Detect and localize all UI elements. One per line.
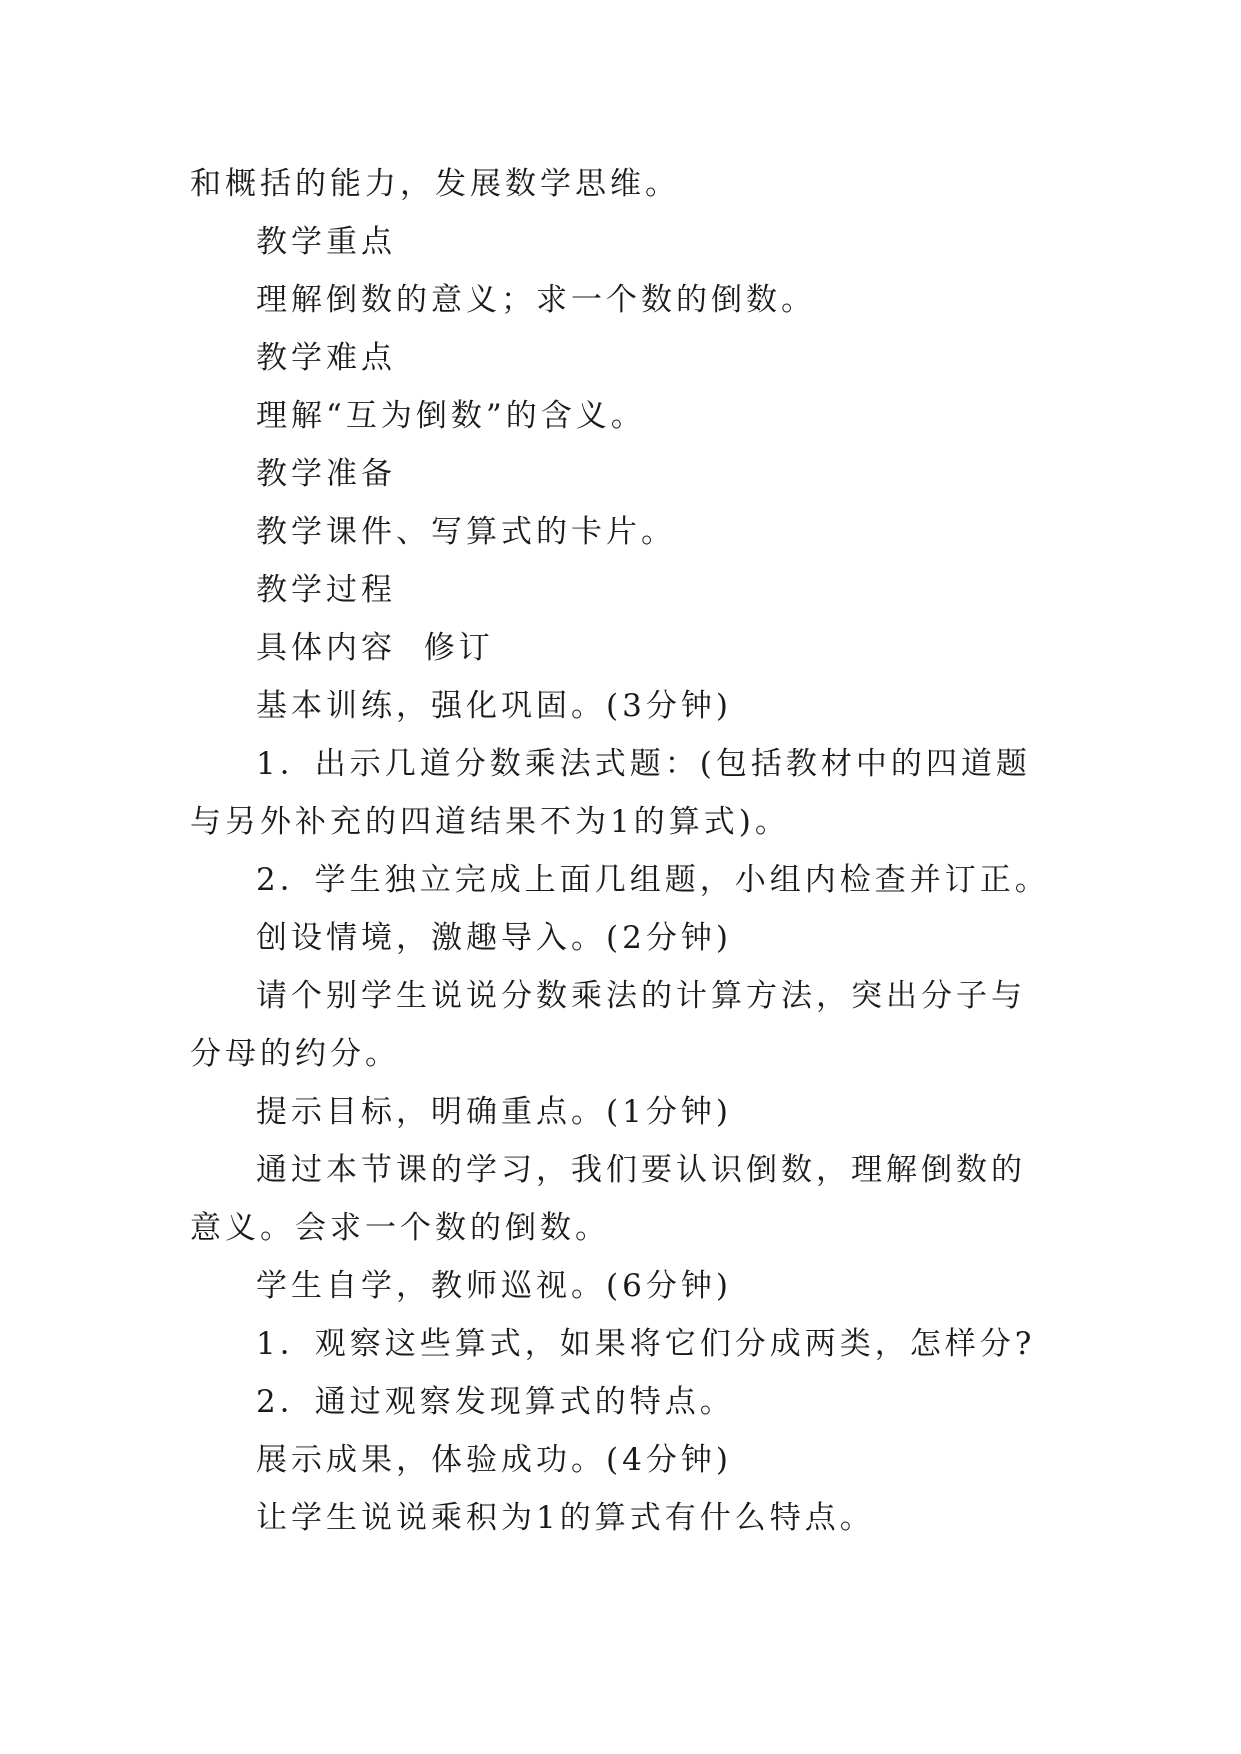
- document-body: [190, 155, 1060, 1547]
- body-paragraph: 教学课件、写算式的卡片。: [256, 514, 676, 550]
- body-paragraph: 让学生说说乘积为1的算式有什么特点。: [256, 1500, 875, 1536]
- section-heading-process: 教学过程: [256, 572, 396, 608]
- body-paragraph: 和概括的能力，发展数学思维。: [190, 166, 680, 202]
- list-item: 2．学生独立完成上面几组题，小组内检查并订正。: [256, 862, 1050, 898]
- body-paragraph: 通过本节课的学习，我们要认识倒数，理解倒数的意义。会求一个数的倒数。: [190, 1152, 1026, 1246]
- section-heading-preparation: 教学准备: [256, 456, 396, 492]
- step-heading: 创设情境，激趣导入。(2分钟): [256, 920, 732, 956]
- step-heading: 展示成果，体验成功。(4分钟): [256, 1442, 732, 1478]
- list-item: 1．观察这些算式，如果将它们分成两类，怎样分?: [256, 1326, 1036, 1362]
- step-heading: 学生自学，教师巡视。(6分钟): [256, 1268, 732, 1304]
- list-item: 2．通过观察发现算式的特点。: [256, 1384, 735, 1420]
- body-paragraph: 理解“互为倒数”的含义。: [256, 398, 646, 434]
- step-heading: 提示目标，明确重点。(1分钟): [256, 1094, 732, 1130]
- section-heading-key-points: 教学重点: [256, 224, 396, 260]
- body-paragraph: 理解倒数的意义；求一个数的倒数。: [256, 282, 816, 318]
- section-heading-difficulties: 教学难点: [256, 340, 396, 376]
- body-paragraph: 请个别学生说说分数乘法的计算方法，突出分子与分母的约分。: [190, 978, 1026, 1072]
- step-heading: 基本训练，强化巩固。(3分钟): [256, 688, 732, 724]
- list-item: 1．出示几道分数乘法式题：(包括教材中的四道题与另外补充的四道结果不为1的算式)。: [190, 746, 1031, 840]
- table-header-line: 具体内容 修订: [256, 630, 494, 666]
